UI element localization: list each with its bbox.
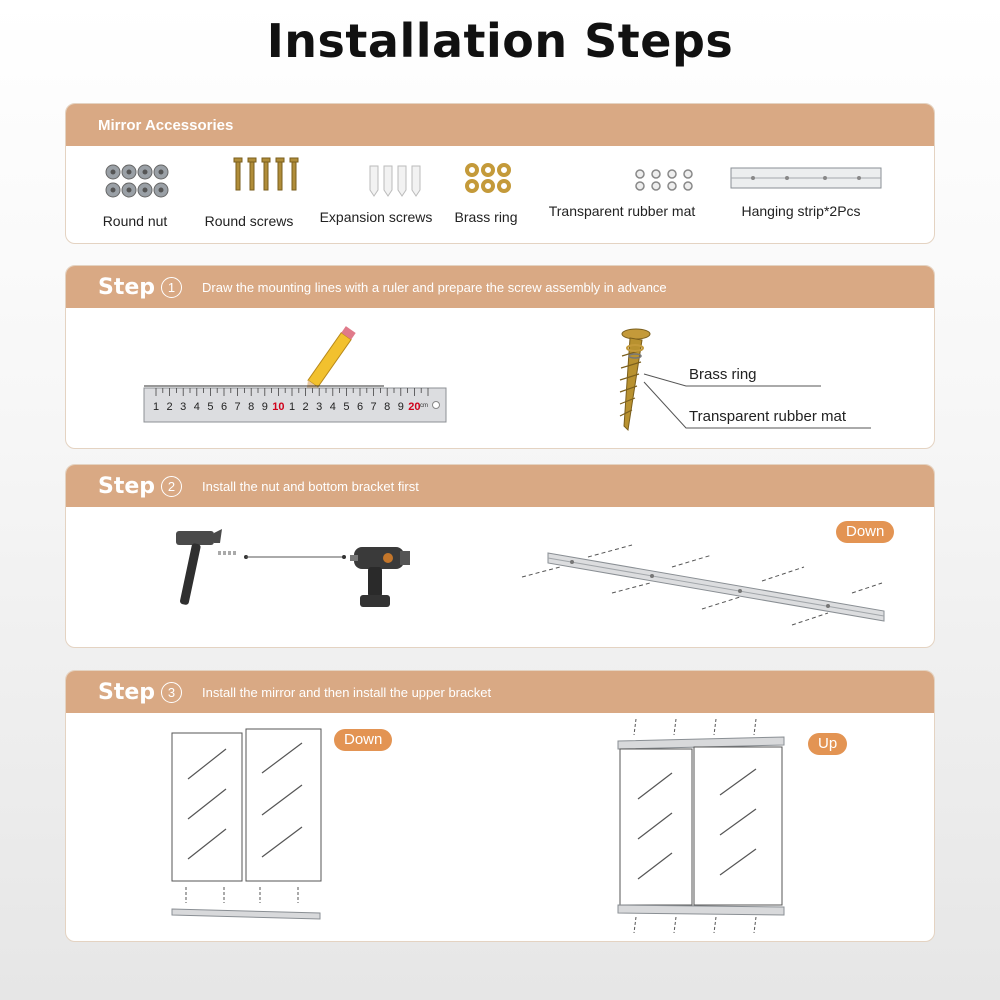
ruler-mark: 2 [302, 401, 309, 413]
expansion-screw-icon [366, 162, 436, 198]
step-label: Step [98, 679, 156, 705]
ruler-mark: 4 [193, 401, 200, 413]
pencil-icon [298, 320, 368, 390]
step-number: 2 [161, 476, 182, 497]
accessory-label: Round screws [204, 213, 294, 229]
step-number: 1 [161, 277, 182, 298]
step-label: Step [98, 274, 156, 300]
ruler-mark: 20 [408, 401, 421, 413]
ruler-mark: 1 [288, 401, 296, 413]
ruler-mark: 7 [234, 401, 241, 413]
ruler-mark: 6 [356, 401, 364, 413]
step-description: Draw the mounting lines with a ruler and prepare the screw assembly in advance [202, 279, 667, 295]
ruler-mark: 9 [397, 401, 404, 413]
step-2-card [65, 464, 935, 648]
step-1-card [65, 265, 935, 449]
step-3-header [66, 671, 934, 713]
ruler-mark: 5 [343, 401, 350, 413]
bottom-bracket-icon [522, 531, 882, 631]
accessories-list [66, 146, 934, 244]
step-2-illustration [66, 507, 934, 648]
ruler-mark: 2 [166, 401, 173, 413]
accessory-label: Round nut [102, 213, 168, 229]
step-description: Install the nut and bottom bracket first [202, 478, 419, 494]
accessory-label: Brass ring [454, 209, 518, 225]
direction-badge-up: Up [808, 733, 847, 755]
direction-badge-down: Down [334, 729, 392, 751]
step-1-illustration [66, 308, 934, 449]
ruler-mark: 6 [220, 401, 228, 413]
ruler-mark: 1 [152, 401, 160, 413]
ruler-mark: 7 [370, 401, 377, 413]
step-3-card [65, 670, 935, 942]
rubber-mat-icon [632, 168, 702, 198]
ruler-mark: 5 [207, 401, 214, 413]
ruler-mark: 3 [180, 401, 187, 413]
ruler-mark: 4 [329, 401, 336, 413]
step-2-header [66, 465, 934, 507]
accessory-round-screws [199, 146, 299, 229]
bottom-bracket-left [170, 907, 330, 927]
ruler-mark: 10 [272, 401, 285, 413]
step-description: Install the mirror and then install the upper bracket [202, 684, 492, 700]
accessory-rubber-mat [542, 146, 702, 219]
accessory-round-nut [90, 146, 180, 229]
accessories-header [66, 104, 934, 146]
mirror-panels-left [170, 729, 330, 929]
accessory-label: Hanging strip*2Pcs [741, 203, 861, 219]
round-nut-icon [101, 162, 181, 202]
step-label: Step [98, 473, 156, 499]
page-title: Installation Steps [266, 14, 734, 68]
ruler-unit: cm [420, 403, 428, 409]
ruler-mark: 9 [261, 401, 268, 413]
step-1-header [66, 266, 934, 308]
callout-brass-ring: Brass ring [689, 366, 757, 383]
drill-icon [348, 541, 418, 611]
round-screw-icon [229, 158, 299, 198]
ruler-mark: 3 [316, 401, 323, 413]
ruler-mark: 8 [384, 401, 391, 413]
accessories-heading: Mirror Accessories [98, 116, 234, 134]
mirror-panels-right [616, 717, 796, 937]
callout-rubber-mat: Transparent rubber mat [689, 408, 847, 425]
brass-ring-icon [462, 162, 526, 198]
hammer-icon [164, 529, 224, 609]
direction-badge-down: Down [836, 521, 894, 543]
hanging-strip-icon [731, 164, 881, 194]
ruler-icon [144, 382, 454, 432]
accessory-expansion-screws [316, 146, 436, 225]
accessory-hanging-strip [721, 146, 881, 219]
accessory-label: Transparent rubber mat [548, 203, 696, 219]
accessory-label: Expansion screws [319, 209, 433, 225]
ruler-mark: 8 [248, 401, 255, 413]
accessory-brass-ring [446, 146, 526, 225]
accessories-card [65, 103, 935, 244]
callout-lines [636, 358, 896, 438]
step-3-illustration [66, 713, 934, 942]
step-number: 3 [161, 682, 182, 703]
